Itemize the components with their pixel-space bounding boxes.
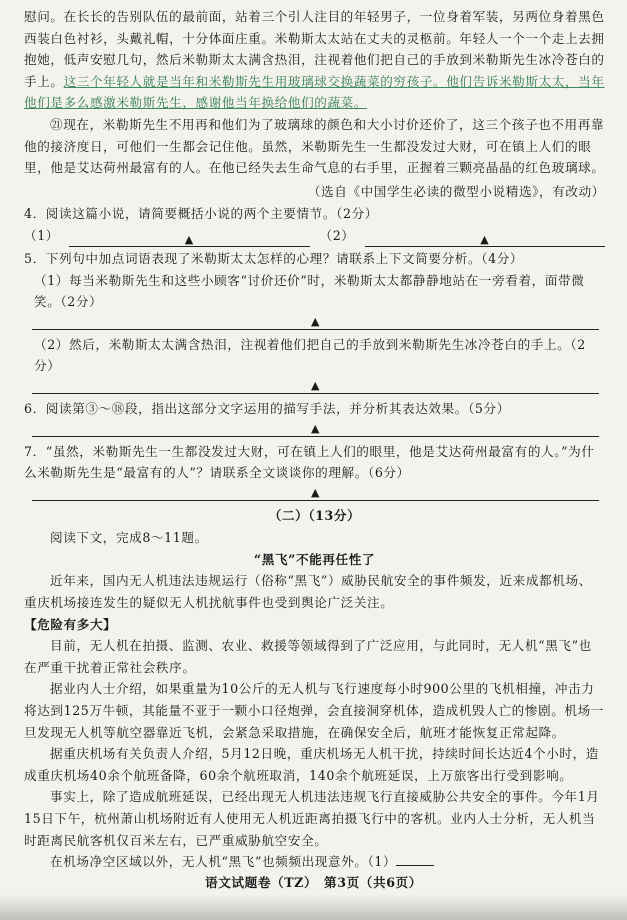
article-para-6 [24, 851, 605, 873]
q4-answer-line-1[interactable] [69, 231, 310, 247]
question-5-sub-1: （1）每当米勒斯先生和这些小顾客“讨价还价”时，米勒斯太太都静静地站在一旁看着，面带微笑。（2分） [34, 272, 585, 310]
triangle-marker: ▲ [310, 421, 321, 435]
question-7: 7．“虽然，米勒斯先生一生都没发过大财，可在镇上人们的眼里，他是艾达荷州最富有的人。”为什么米勒斯先生是“最富有的人”？请联系全文谈谈你的理解。（6分） [24, 443, 595, 481]
q5-answer-line-1[interactable] [32, 313, 599, 330]
page-footer: 语文试题卷（TZ） 第3页（共6页） [205, 875, 422, 890]
story-paragraph-21: ㉑现在，米勒斯先生不用再和他们为了玻璃球的颜色和大小讨价还价了，这三个孩子也不用再靠他的接济度日，可他们一生都会记住他。虽然，米勒斯先生一生都没发过大财，可在镇上人们的眼里，他是艾达荷州最富有的人。在他已经失去生命气息的右手里，正握着三颗亮晶晶的红色玻璃球。 [24, 116, 605, 176]
question-5-sub-2: （2）然后，米勒斯太太满含热泪，注视着他们把自己的手放到米勒斯先生冰冷苍白的手上。（2分） [34, 336, 586, 374]
triangle-marker: ▲ [310, 314, 321, 328]
q5-answer-line-2[interactable] [32, 377, 599, 394]
story-paragraph-20 [24, 6, 605, 114]
story-text: 慰问。在长长的告别队伍的最前面，站着三个引人注目的年轻男子，一位身着军装，另两位身着黑色西装白色衬衫，头戴礼帽，十分体面庄重。米勒斯太太站在丈夫的灵柩前。年轻人一个一个走上去拥抱她，低声安慰几句，然后米勒斯太太满含热泪，注视着他们把自己的手放到米勒斯先生冰冷苍白的手上。 [24, 9, 605, 89]
q6-answer-line[interactable] [32, 420, 599, 437]
triangle-marker: ▲ [184, 232, 194, 246]
article-para-3: 据业内人士介绍，如果重量为10公斤的无人机与飞行速度每小时900公里的飞机相撞，冲击力将达到125万牛顿，其能量不亚于一颗小口径炮弹，会直接洞穿机体，造成机毁人亡的惨剧。机场一旦发现无人机等航空器靠近飞机，会紧急采取措施，在确保安全后，航班才能恢复正常起降。 [24, 681, 604, 740]
section-2-intro: 阅读下文，完成8～11题。 [50, 530, 208, 546]
fill-blank[interactable] [396, 853, 434, 866]
highlighted-text: 这三个年轻人就是当年和米勒斯先生用玻璃球交换蔬菜的穷孩子。他们告诉米勒斯太太，当年他们是多么感激米勒斯先生，感谢他当年换给他们的蔬菜。 [24, 73, 605, 111]
article-para-6-text: 在机场净空区域以外，无人机“黑飞”也频频出现意外。（1） [50, 854, 397, 870]
triangle-marker: ▲ [310, 485, 321, 499]
article-title: “黑飞”不能再任性了 [253, 551, 376, 567]
q4-sub1-label: （1） [24, 228, 59, 244]
triangle-marker: ▲ [480, 232, 490, 246]
scan-shadow [0, 894, 627, 920]
q4-sub2-label: （2） [319, 228, 355, 244]
article-para-4: 据重庆机场有关负责人介绍，5月12日晚，重庆机场无人机干扰，持续时间长达近4个小时，造成重庆机场40余个航班备降，60余个航班取消，140余个航班延误，上万旅客出行受到影响。 [24, 746, 600, 783]
q7-answer-line[interactable] [32, 484, 599, 501]
question-5: 5．下列句中加点词语表现了米勒斯太太怎样的心理？请联系上下文简要分析。（4分） [24, 250, 524, 266]
article-para-2: 目前，无人机在拍摄、监测、农业、救援等领域得到了广泛应用，与此同时，无人机“黑飞”也在严重干扰着正常社会秩序。 [24, 638, 592, 675]
article-para-1: 近年来，国内无人机违法违规运行（俗称“黑飞”）威胁民航安全的事件频发，近来成都机场、重庆机场接连发生的疑似无人机扰航事件也受到舆论广泛关注。 [24, 573, 592, 611]
source-note: （选自《中国学生必读的微型小说精选》，有改动） [307, 183, 605, 199]
q4-answer-line-2[interactable] [365, 231, 606, 247]
question-6: 6．阅读第③～⑱段，指出这部分文字运用的描写手法，并分析其表达效果。（5分） [24, 400, 510, 416]
article-heading: 【危险有多大】 [24, 616, 117, 632]
question-4-answers [24, 225, 605, 247]
question-4: 4．阅读这篇小说，请简要概括小说的两个主要情节。（2分） [24, 206, 378, 222]
triangle-marker: ▲ [310, 378, 321, 392]
article-para-5: 事实上，除了造成航班延误，已经出现无人机违法违规飞行直接威胁公共安全的事件。今年1月15日下午，杭州萧山机场附近有人使用无人机近距离拍摄飞行中的客机。业内人士分析，无人机当时距离民航客机仅百米左右，已严重威胁航空安全。 [24, 789, 600, 848]
section-2-title: （二）（13分） [268, 507, 361, 523]
